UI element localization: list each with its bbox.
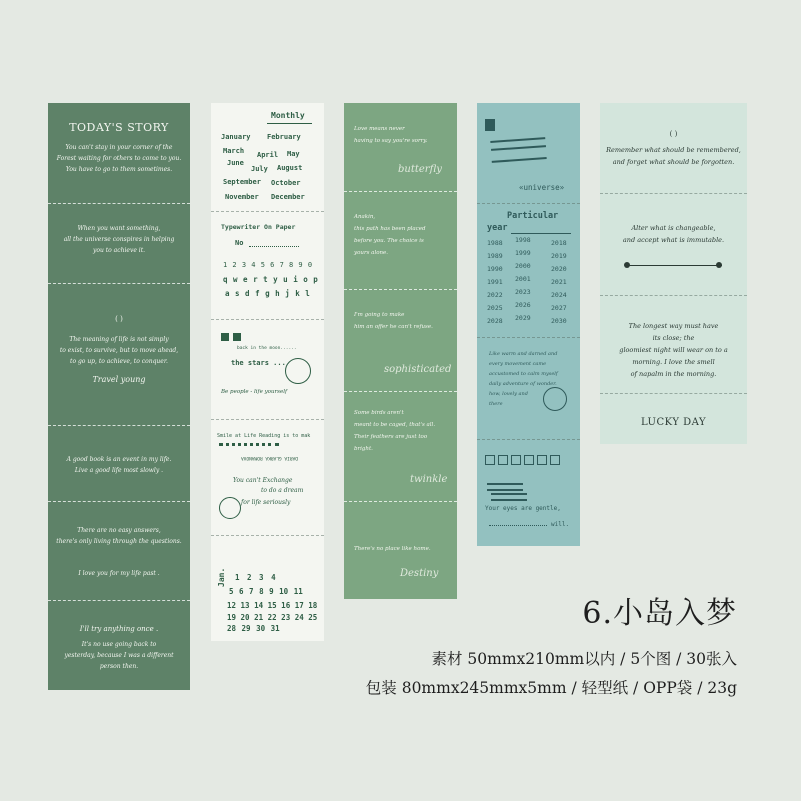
quote-line: to go up, to achieve, to conquer. [70,358,168,365]
quote-line: I'll try anything once . [79,625,159,633]
month-label: May [287,150,300,158]
quote-line: of napalm in the morning. [630,370,717,378]
typewriter-letters: q w e r t y u i o p [223,275,319,284]
month-label: December [271,193,305,201]
year-cell: 2021 [551,278,567,286]
square-ornament [233,333,241,341]
year-cell: 2000 [515,262,531,270]
dashed-divider [48,203,190,204]
parentheses-ornament: ( ) [669,130,678,138]
postcode-box [498,455,508,465]
signature-script: sophisticated [384,364,452,375]
postcode-box [550,455,560,465]
year-cell: 2023 [515,288,531,296]
year-cell: 2026 [515,301,531,309]
quote-line: Some birds aren't [354,410,404,416]
lucky-day-label: LUCKY DAY [640,417,707,428]
dashed-divider [477,203,580,204]
quote-line: all the universe conspires in helping [63,236,175,243]
quote-line: bright. [354,446,373,452]
quote-line: Remember what should be remembered, [606,146,741,154]
underline-rule [267,123,312,124]
arrow-ruler-icon [626,265,722,266]
year-cell: 2024 [551,291,567,299]
dashed-divider [344,391,457,392]
quote-line: Anakin, [354,214,376,220]
dashed-divider [477,337,580,338]
year-cell: 1991 [487,278,503,286]
quote-line: Alter what is changeable, [631,224,716,232]
no-label: No [235,239,244,247]
calendar-row: 28 29 30 31 [227,624,280,633]
underline-rule [249,246,299,247]
quote-line: having to say you're sorry. [354,138,428,144]
dashed-divider [600,393,747,394]
quote-line: gloomiest night will wear on to a [619,346,728,354]
eyes-line: Your eyes are gentle, [485,505,561,512]
postmark-stamp-icon [543,387,567,411]
sticker-strip-quotes [344,103,457,599]
quote-line: and accept what is immutable. [622,236,725,244]
strip-title: TODAY'S STORY [69,121,169,134]
spec-line-material: 素材 50mmx210mm以内 / 5个图 / 30张入 [431,650,737,668]
postcode-box [524,455,534,465]
typewriter-heading: Typewriter On Paper [221,223,296,231]
quote-line: yesterday, because I was a different [64,652,174,659]
postcode-box [511,455,521,465]
mirrored-name: DARIA GLARKA ROMANOVA [241,455,298,460]
month-label: March [223,147,245,155]
month-label: January [221,133,251,141]
smile-line: Smile at Life Reading is to mak [217,433,311,439]
calendar-row: 5 6 7 8 9 10 11 [229,587,303,596]
quote-line: morning. I love the smell [632,358,715,366]
script-line: there [489,401,503,407]
script-line: how, lovely and [489,391,528,397]
script-line: Be people - life yourself [221,389,288,395]
dashed-divider [344,191,457,192]
dashed-divider [477,439,580,440]
month-label: November [225,193,259,201]
quote-line: You have to go to them sometimes. [65,166,173,173]
stars-line: the stars ... [231,359,286,367]
quote-line: You can't stay in your corner of the [65,144,173,151]
quote-line: to exist, to survive, but to move ahead, [59,347,179,354]
quote-line: The longest way must have [628,322,719,330]
script-line: for life seriously [241,499,291,506]
month-label: April [257,151,279,159]
signature-script: twinkle [410,474,448,485]
universe-label: «universe» [519,183,565,192]
dashed-divider [48,283,190,284]
product-title: 6.小岛入梦 [582,596,737,631]
typewriter-numbers: 1 2 3 4 5 6 7 8 9 0 [223,261,313,269]
dashed-divider [48,501,190,502]
quote-line: meant to be caged, that's all. [354,422,436,428]
quote-line: I'm going to make [354,312,405,318]
month-label: September [223,178,261,186]
year-cell: 2018 [551,239,567,247]
quote-line: Their feathers are just too [354,434,428,440]
quote-line: you to achieve it. [92,247,146,254]
postcode-box [537,455,547,465]
quote-line: and forget what should be forgotten. [612,158,735,166]
script-line: every movement came [489,361,547,367]
script-line: to do a dream [261,487,304,494]
quote-line: this path has been placed [354,226,426,232]
dotted-rule [219,443,279,447]
dashed-divider [344,501,457,502]
year-cell: 2020 [551,265,567,273]
quote-line: Live a good life most slowly . [74,467,164,474]
dashed-divider [600,193,747,194]
quote-line: There are no easy answers, [77,527,161,534]
typewriter-letters: a s d f g h j k l [225,289,311,298]
script-line: Like warm and darned and [489,351,558,357]
parentheses-ornament: ( ) [115,315,123,323]
month-label: June [227,159,244,167]
month-label: October [271,179,301,187]
square-ornament [485,119,495,131]
quote-line: there's only living through the questions. [56,538,182,545]
dashed-divider [48,600,190,601]
calendar-row: 19 20 21 22 23 24 25 [227,613,318,622]
quote-line: The meaning of life is not simply [69,336,169,343]
dashed-divider [211,319,324,320]
year-cell: 2025 [487,304,503,312]
month-abbrev: Jan. [217,567,226,587]
year-cell: 2030 [551,317,567,325]
signature-script: butterfly [398,164,442,175]
quote-line: him an offer he can't refuse. [354,324,433,330]
dashed-divider [48,425,190,426]
postcode-box [485,455,495,465]
postmark-stamp-icon [219,497,241,519]
script-line: daily adventure of wonder. [489,381,557,387]
month-label: July [251,165,268,173]
script-line: You can't Exchange [233,477,293,484]
underline-rule [511,233,571,234]
signature-script: Travel young [92,375,146,384]
quote-line: before you. The choice is [354,238,424,244]
postmark-wave-icon [487,483,523,491]
quote-line: It's no use going back to [81,641,157,648]
year-cell: 2022 [487,291,503,299]
dashed-divider [211,419,324,420]
quote-line: its close; the [652,334,695,342]
monthly-heading: Monthly [271,111,305,120]
calendar-row: 12 13 14 15 16 17 18 [227,601,318,610]
dashed-divider [211,211,324,212]
month-label: February [267,133,301,141]
sticker-strip-lucky-day [600,103,747,444]
quote-line: Love means never [354,126,405,132]
sticker-strip-universe [477,103,580,546]
underline-rule [489,525,547,526]
postmark-wave-icon [491,493,527,501]
year-cell: 1990 [487,265,503,273]
year-cell: 1999 [515,249,531,257]
year-cell: 1989 [487,252,503,260]
dot-icon [716,262,722,268]
dot-icon [624,262,630,268]
quote-line: There's no place like home. [354,546,431,552]
particular-heading: Particular [507,211,559,221]
quote-line: Forest waiting for others to come to you. [56,155,182,162]
dashed-divider [211,535,324,536]
quote-line: A good book is an event in my life. [66,456,172,463]
year-cell: 2029 [515,314,531,322]
calendar-row: 1 2 3 4 [235,573,276,582]
year-cell: 2019 [551,252,567,260]
year-cell: 2001 [515,275,531,283]
signature-script: Destiny [400,568,439,579]
small-line: back in the moon...... [237,346,297,351]
quote-line: I love you for my life past . [78,570,160,577]
sticker-strip-monthly [211,103,324,641]
quote-line: yours alone. [354,250,389,256]
postmark-stamp-icon [285,358,311,384]
quote-line: When you want something, [77,225,161,232]
sticker-strip-todays-story [48,103,190,690]
dashed-divider [344,289,457,290]
spec-line-package: 包装 80mmx245mmx5mm / 轻型纸 / OPP袋 / 23g [365,679,737,697]
dashed-divider [600,295,747,296]
will-word: will. [551,521,570,528]
year-cell: 1988 [487,239,503,247]
year-cell: 1998 [515,236,531,244]
month-label: August [277,164,303,172]
quote-line: person then. [99,663,139,670]
square-ornament [221,333,229,341]
year-cell: 2028 [487,317,503,325]
year-heading: year [487,223,508,233]
script-line: accustomed to calm myself [489,371,558,377]
year-cell: 2027 [551,304,567,312]
